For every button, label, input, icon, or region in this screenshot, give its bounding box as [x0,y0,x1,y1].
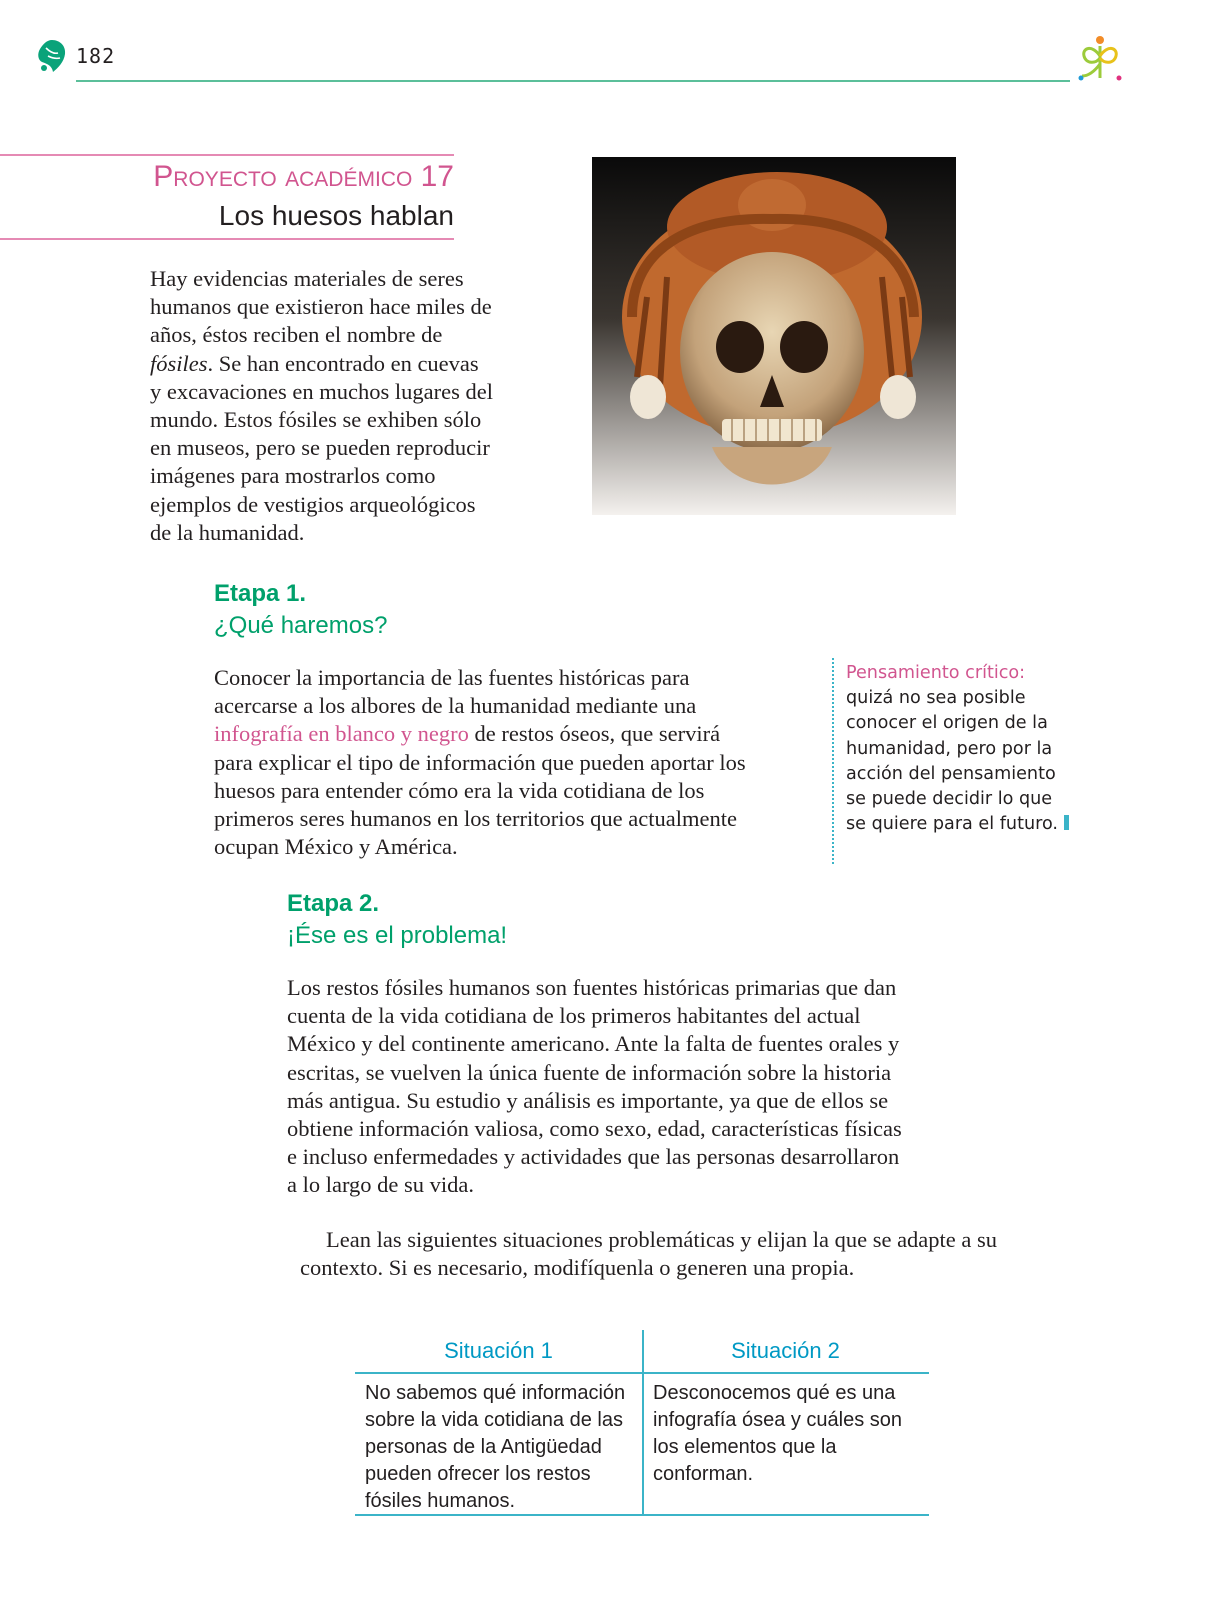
title-rule-top [0,154,454,156]
situation-2-text: Desconocemos qué es una infografía ósea y cuáles son los elementos que la conforman. [653,1382,903,1485]
critical-thinking-note [846,661,1076,837]
situation-1-title: Situación 1 [444,1338,553,1363]
situation-1-text: No sabemos qué información sobre la vida cotidiana de las personas de la Antigüedad pueden ofrecer los restos fósiles humanos. [365,1382,626,1512]
stage1-heading [214,578,387,642]
stage1-label: Etapa 1. [214,580,307,607]
colorful-sprout-logo-icon [1076,34,1124,84]
stage1-text-end: de restos óseos, que servirá para explicar el tipo de información que pueden aportar los huesos para entender cómo era la vida cotidiana de los primeros seres humanos en los territorios que actualmente ocupan México y América. [214,721,746,860]
end-mark-icon [1064,815,1069,830]
fossil-term: fósiles [150,350,208,376]
title-rule-bottom [0,238,454,240]
header-rule [76,80,1070,82]
critical-thinking-text: quizá no sea posible conocer el origen de la humanidad, pero por la acción del pensamiento se puede decidir lo que se quiere para el futuro. [846,688,1059,835]
infographic-highlight: infografía en blanco y negro [214,721,469,747]
instructions-paragraph: Lean las siguientes situaciones problemáticas y elijan la que se adapte a su contexto. Si es necesario, modifíquenla o generen una propia. [300,1227,998,1281]
intro-paragraph [150,265,495,547]
situation-2-title: Situación 2 [731,1338,840,1363]
stage1-paragraph [214,664,754,861]
stage2-heading [287,888,507,952]
situations-header-rule [355,1372,929,1374]
stage2-paragraph: Los restos fósiles humanos son fuentes históricas primarias que dan cuenta de la vida cotidiana de los primeros habitantes del actual México y del continente americano. Ante la falta de fuentes orales y escritas, se vuelven la única fuente de información sobre la historia más antigua. Su estudio y análisis es importante, ya que de ellos se obtiene información valiosa, como sexo, edad, características físicas e incluso enfermedades y actividades que las personas desarrollaron a lo largo de su vida. [287,975,902,1198]
stage2-label: Etapa 2. [287,890,380,917]
page-number: 182 [76,44,116,68]
intro-text-end: . Se han encontrado en cuevas y excavaciones en muchos lugares del mundo. Estos fósiles se exhiben sólo en museos, pero se pueden reproducir imágenes para mostrarlos como ejemplos de vestigios arqueológicos de la humanidad. [150,350,493,545]
green-leaf-logo-icon [36,38,68,74]
intro-text-start: Hay evidencias materiales de seres humanos que existieron hace miles de años, éstos reciben el nombre de [150,266,492,348]
critical-thinking-title: Pensamiento crítico: [846,663,1026,683]
stage1-question: ¿Qué haremos? [214,612,388,639]
decorated-skull-photo [592,157,956,515]
stage1-text-start: Conocer la importancia de las fuentes históricas para acercarse a los albores de la humanidad mediante una [214,665,697,719]
stage2-problem-heading: ¡Ése es el problema! [287,922,508,949]
project-subtitle: Los huesos hablan [218,200,454,231]
sidebar-dotted-rule [832,658,834,864]
project-title: Proyecto académico 17 [153,160,454,193]
